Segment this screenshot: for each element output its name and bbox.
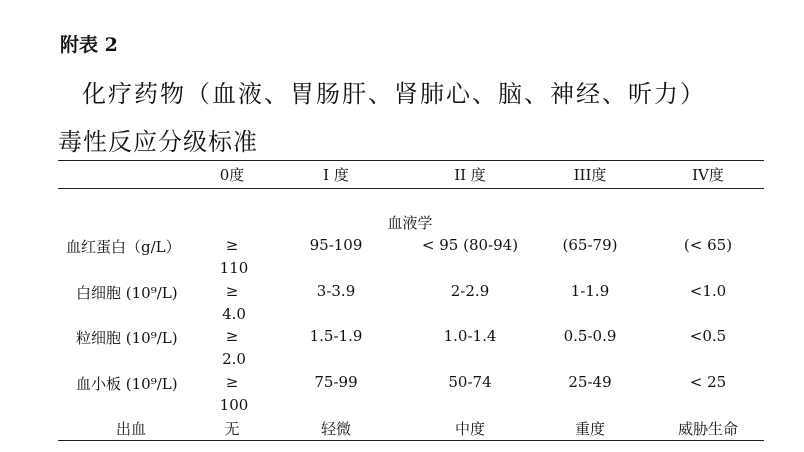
cell-grade-1: 1.5-1.9 <box>309 327 363 345</box>
cell-grade-0-value: 4.0 <box>222 305 246 323</box>
cell-grade-4: < 25 <box>689 373 727 391</box>
bottom-rule <box>58 440 764 441</box>
cell-grade-3: 25-49 <box>568 373 612 391</box>
row-name: 白细胞 (10⁹/L) <box>76 284 178 302</box>
cell-grade-1: 3-3.9 <box>316 282 356 300</box>
section-heading: 血液学 <box>387 214 433 232</box>
cell-grade-4: <1.0 <box>689 282 727 300</box>
cell-grade-2: 中度 <box>454 420 486 438</box>
cell-grade-1: 75-99 <box>314 373 358 391</box>
cell-grade-0: ≥ <box>225 373 239 391</box>
cell-grade-4: <0.5 <box>689 327 727 345</box>
header-grade-3: III度 <box>573 166 607 184</box>
cell-grade-4: 威胁生命 <box>677 420 739 438</box>
header-grade-4: IV度 <box>692 166 724 184</box>
row-name: 粒细胞 (10⁹/L) <box>76 329 178 347</box>
cell-grade-2: 50-74 <box>448 373 492 391</box>
cell-grade-2: < 95 (80-94) <box>421 236 519 254</box>
header-grade-2: II 度 <box>454 166 486 184</box>
table-label: 附表 2 <box>60 34 118 56</box>
cell-grade-0: ≥ <box>225 282 239 300</box>
cell-grade-2: 1.0-1.4 <box>443 327 497 345</box>
cell-grade-3: 重度 <box>574 420 606 438</box>
table-title-line-1: 化疗药物（血液、胃肠肝、肾肺心、脑、神经、听力） <box>82 80 706 108</box>
header-grade-1: I 度 <box>323 166 349 184</box>
cell-grade-2: 2-2.9 <box>450 282 490 300</box>
header-rule <box>58 188 764 189</box>
top-rule <box>58 160 764 161</box>
cell-grade-4: (< 65) <box>683 236 733 254</box>
cell-grade-3: 0.5-0.9 <box>563 327 617 345</box>
cell-grade-3: (65-79) <box>562 236 618 254</box>
cell-grade-1: 轻微 <box>320 420 352 438</box>
row-name: 血小板 (10⁹/L) <box>76 375 178 393</box>
header-grade-0: 0度 <box>219 166 245 184</box>
cell-grade-0: ≥ <box>225 236 239 254</box>
cell-grade-3: 1-1.9 <box>570 282 610 300</box>
row-name: 出血 <box>116 420 147 438</box>
cell-grade-0-value: 100 <box>219 396 249 414</box>
table-title-line-2: 毒性反应分级标准 <box>58 128 258 156</box>
cell-grade-1: 95-109 <box>309 236 363 254</box>
row-name: 血红蛋白（g/L） <box>66 238 181 256</box>
cell-grade-0: 无 <box>224 420 240 438</box>
cell-grade-0-value: 2.0 <box>222 350 246 368</box>
cell-grade-0-value: 110 <box>219 259 249 277</box>
cell-grade-0: ≥ <box>225 327 239 345</box>
